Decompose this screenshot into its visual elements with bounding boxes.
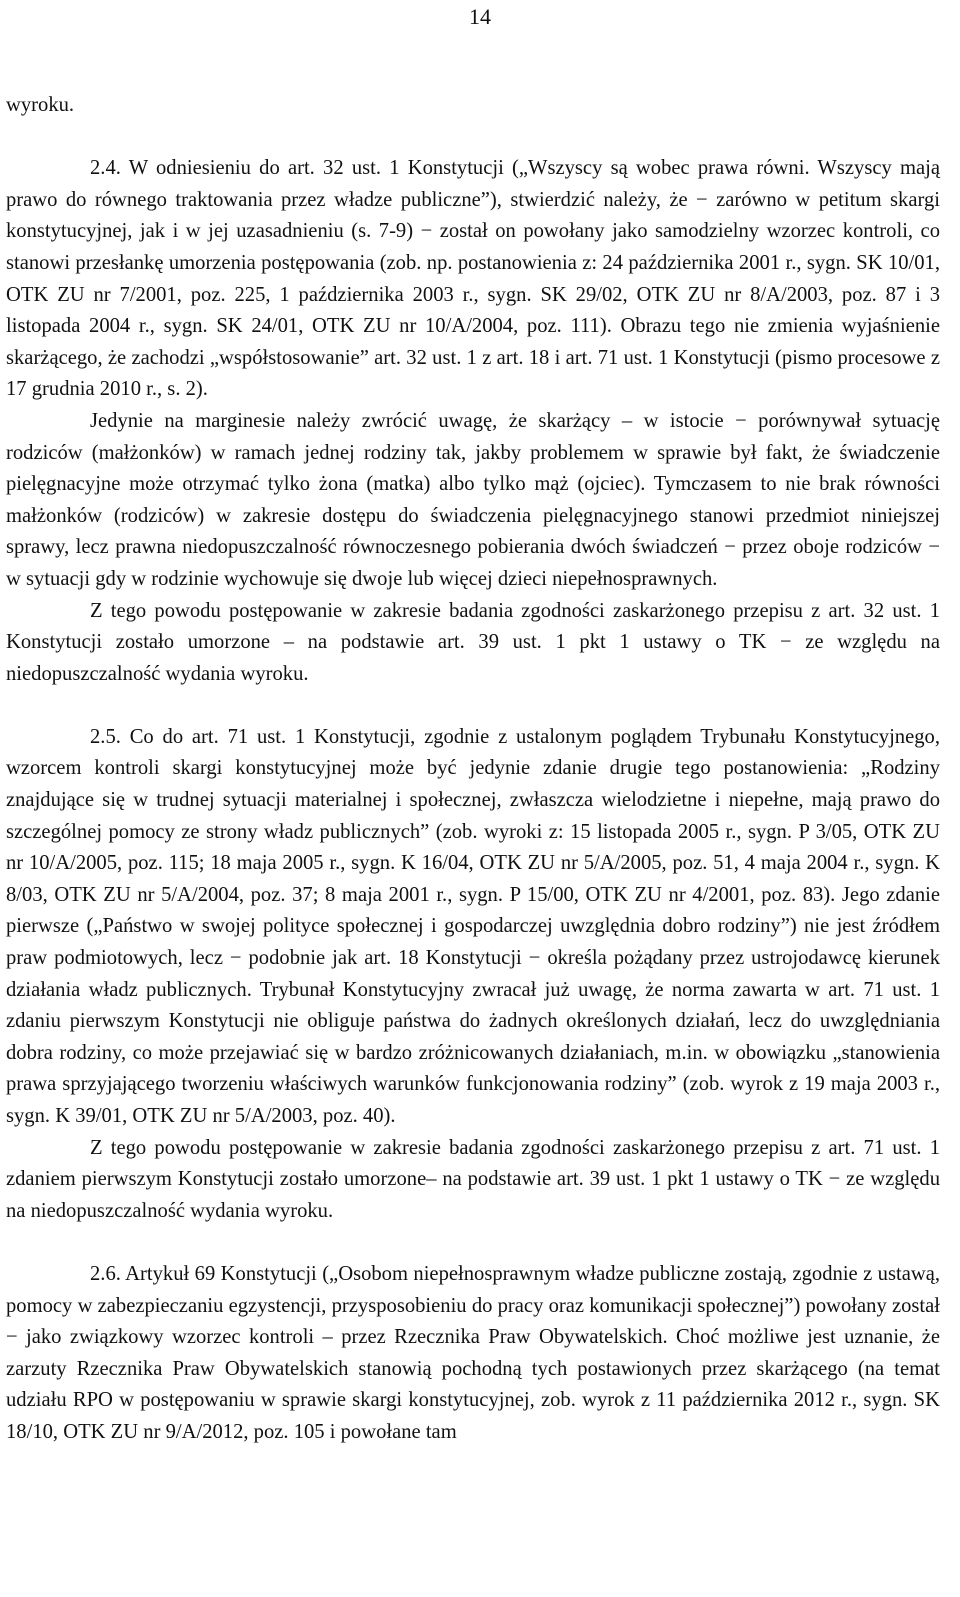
paragraph-section-2-4: 2.4. W odniesieniu do art. 32 ust. 1 Konstytucji („Wszyscy są wobec prawa równi. Wszyscy mają prawo do równego traktowania przez władze publiczne”), stwierdzić należy, że − zarówno w petitum skargi konstytucyjnej, jak i w jej uzasadnieniu (s. 7-9) − został on powołany jako samodzielny wzorzec kontroli, co stanowi przesłankę umorzenia postępowania (zob. np. postanowienia z: 24 października 2001 r., sygn. SK 10/01, OTK ZU nr 7/2001, poz. 225, 1 października 2003 r., sygn. SK 29/02, OTK ZU nr 8/A/2003, poz. 87 i 3 listopada 2004 r., sygn. SK 24/01, OTK ZU nr 10/A/2004, poz. 111). Obrazu tego nie zmienia wyjaśnienie skarżącego, że zachodzi „współstosowanie” art. 32 ust. 1 z art. 18 i art. 71 ust. 1 Konstytucji (pismo procesowe z 17 grudnia 2010 r., s. 2). bbox=[6, 157, 940, 401]
document-body bbox=[6, 90, 940, 1449]
paragraph-section-2-6: 2.6. Artykuł 69 Konstytucji („Osobom niepełnosprawnym władze publiczne zostają, zgodnie z ustawą, pomocy w zabezpieczaniu egzystencji, przysposobieniu do pracy oraz komunikacji społecznej”) powołany został − jako związkowy wzorzec kontroli – przez Rzecznika Praw Obywatelskich. Choć możliwe jest uznanie, że zarzuty Rzecznika Praw Obywatelskich stanowią pochodną tych postawionych przez skarżącego (na temat udziału RPO w postępowaniu w sprawie skargi konstytucyjnej, zob. wyrok z 11 października 2012 r., sygn. SK 18/10, OTK ZU nr 9/A/2012, poz. 105 i powołane tam bbox=[6, 1262, 940, 1443]
paragraph-conclusion-art-71: Z tego powodu postępowanie w zakresie badania zgodności zaskarżonego przepisu z art. 71 ust. 1 zdaniem pierwszym Konstytucji zostało umorzone– na podstawie art. 39 ust. 1 pkt 1 ustawy o TK − ze względu na niedopuszczalność wydania wyroku. bbox=[6, 1136, 940, 1222]
paragraph-margin-note: Jedynie na marginesie należy zwrócić uwagę, że skarżący – w istocie − porównywał sytuację rodziców (małżonków) w ramach jednej rodziny tak, jakby problemem w sprawie był fakt, że świadczenie pielęgnacyjne może otrzymać tylko żona (matka) albo tylko mąż (ojciec). Tymczasem to nie brak równości małżonków (rodziców) w zakresie dostępu do świadczenia pielęgnacyjnego stanowi przedmiot niniejszej sprawy, lecz prawna niedopuszczalność równoczesnego pobierania dwóch świadczeń − przez oboje rodziców − w sytuacji gdy w rodzinie wychowuje się dwoje lub więcej dzieci niepełnosprawnych. bbox=[6, 409, 940, 590]
paragraph-conclusion-art-32: Z tego powodu postępowanie w zakresie badania zgodności zaskarżonego przepisu z art. 32 ust. 1 Konstytucji zostało umorzone – na podstawie art. 39 ust. 1 pkt 1 ustawy o TK − ze względu na niedopuszczalność wydania wyroku. bbox=[6, 599, 940, 685]
paragraph-continuation: wyroku. bbox=[6, 94, 75, 116]
paragraph-section-2-5: 2.5. Co do art. 71 ust. 1 Konstytucji, zgodnie z ustalonym poglądem Trybunału Konstytucyjnego, wzorcem kontroli skargi konstytucyjnej może być jedynie zdanie drugie tego postanowienia: „Rodziny znajdujące się w trudnej sytuacji materialnej i społecznej, zwłaszcza wielodzietne i niepełne, mają prawo do szczególnej pomocy ze strony władz publicznych” (zob. wyroki z: 15 listopada 2005 r., sygn. P 3/05, OTK ZU nr 10/A/2005, poz. 115; 18 maja 2005 r., sygn. K 16/04, OTK ZU nr 5/A/2005, poz. 51, 4 maja 2004 r., sygn. K 8/03, OTK ZU nr 5/A/2004, poz. 37; 8 maja 2001 r., sygn. P 15/00, OTK ZU nr 4/2001, poz. 83). Jego zdanie pierwsze („Państwo w swojej polityce społecznej i gospodarczej uwzględnia dobro rodziny”) nie jest źródłem praw podmiotowych, lecz − podobnie jak art. 18 Konstytucji − określa pożądany przez ustrojodawcę kierunek działania władz publicznych. Trybunał Konstytucyjny zwracał już uwagę, że norma zawarta w art. 71 ust. 1 zdaniu pierwszym Konstytucji nie obliguje państwa do żadnych określonych działań, lecz do uwzględniania dobra rodziny, co może przejawiać się w bardzo zróżnicowanych działaniach, m.in. w obowiązku „stanowienia prawa sprzyjającego tworzeniu właściwych warunków funkcjonowania rodziny” (zob. wyrok z 19 maja 2003 r., sygn. K 39/01, OTK ZU nr 5/A/2003, poz. 40). bbox=[6, 725, 940, 1127]
page-number: 14 bbox=[469, 4, 491, 29]
